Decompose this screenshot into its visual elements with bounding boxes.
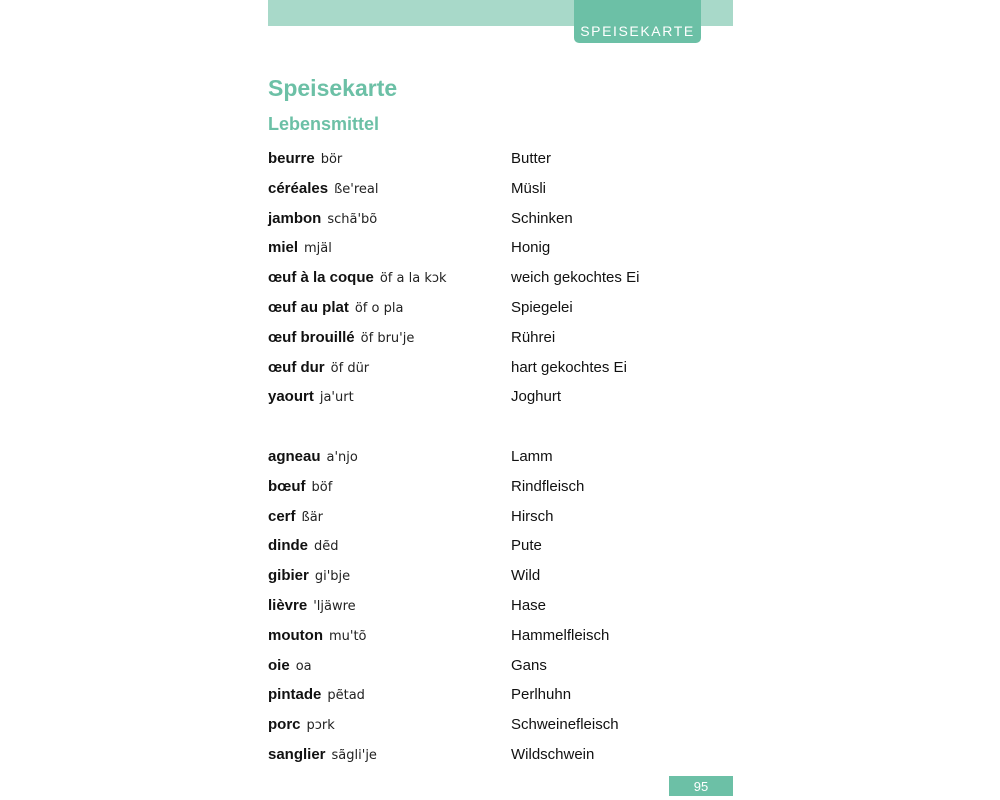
german-translation: Butter [511, 150, 552, 167]
french-word: œuf à la coque [268, 269, 374, 286]
page-number [669, 776, 733, 796]
section-title: Lebensmittel [268, 114, 380, 134]
french-word: œuf brouillé [268, 329, 355, 346]
pronunciation: sãgli'je [331, 748, 377, 763]
french-entry [268, 508, 323, 525]
pronunciation: bör [320, 152, 343, 167]
french-word: mouton [268, 627, 323, 644]
french-word: agneau [268, 448, 321, 465]
french-word: pintade [268, 686, 322, 703]
pronunciation: böf [311, 480, 333, 495]
pronunciation: dẽd [314, 539, 339, 554]
french-entry [268, 180, 378, 197]
french-word: jambon [268, 210, 322, 227]
german-translation: Wild [511, 567, 541, 584]
vocab-row [268, 329, 738, 351]
french-word: oie [268, 657, 290, 674]
french-word: gibier [268, 567, 309, 584]
vocab-row [268, 299, 738, 321]
french-word: cerf [268, 508, 296, 525]
vocab-row [268, 150, 738, 172]
german-translation: Honig [511, 239, 551, 256]
french-word: sanglier [268, 746, 326, 763]
pronunciation: öf bru'je [360, 331, 415, 346]
french-word: bœuf [268, 478, 306, 495]
french-word: beurre [268, 150, 315, 167]
vocab-row [268, 537, 738, 559]
german-translation: Hammelfleisch [511, 627, 610, 644]
german-translation: Müsli [511, 180, 547, 197]
pronunciation: öf dür [330, 361, 370, 376]
french-entry [268, 210, 377, 227]
french-word: céréales [268, 180, 329, 197]
french-entry [268, 150, 342, 167]
german-translation: Joghurt [511, 388, 562, 405]
german-translation: Spiegelei [511, 299, 573, 316]
section-tab [574, 0, 701, 43]
german-translation: hart gekochtes Ei [511, 359, 627, 376]
pronunciation: ßär [301, 510, 324, 525]
german-translation: Gans [511, 657, 547, 674]
french-entry [268, 448, 358, 465]
vocab-row [268, 210, 738, 232]
vocab-row [268, 508, 738, 530]
vocab-row [268, 269, 738, 291]
french-entry [268, 746, 377, 763]
pronunciation: ja'urt [319, 390, 354, 405]
german-translation: Schinken [511, 210, 573, 227]
french-word: porc [268, 716, 301, 733]
french-entry [268, 299, 403, 316]
vocab-row [268, 716, 738, 738]
french-word: œuf dur [268, 359, 325, 376]
german-translation: Rindfleisch [511, 478, 585, 495]
page-title: Speisekarte [268, 75, 398, 101]
pronunciation: mjäl [304, 241, 332, 256]
german-translation: weich gekochtes Ei [511, 269, 640, 286]
german-translation: Rührei [511, 329, 556, 346]
french-entry [268, 478, 332, 495]
page-number-label: 95 [693, 778, 709, 794]
french-word: miel [268, 239, 299, 256]
vocab-row [268, 657, 738, 679]
pronunciation: ße'real [334, 182, 379, 197]
pronunciation: mu'tõ [328, 629, 367, 644]
pronunciation: schã'bõ [327, 212, 378, 227]
french-entry [268, 537, 339, 554]
french-entry [268, 716, 335, 733]
vocab-row [268, 567, 738, 589]
pronunciation: a'njo [326, 450, 358, 465]
french-entry [268, 657, 312, 674]
vocab-row [268, 359, 738, 381]
french-entry [268, 359, 369, 376]
pronunciation: pɔrk [306, 718, 335, 733]
french-entry [268, 567, 350, 584]
french-entry [268, 329, 414, 346]
vocab-row [268, 478, 738, 500]
french-word: œuf au plat [268, 299, 349, 316]
vocab-row [268, 597, 738, 619]
french-entry [268, 597, 356, 614]
pronunciation: oa [295, 659, 312, 674]
french-entry [268, 239, 332, 256]
german-translation: Perlhuhn [511, 686, 572, 703]
vocab-row [268, 180, 738, 202]
french-entry [268, 686, 365, 703]
pronunciation: pẽtad [327, 688, 365, 703]
german-translation: Wildschwein [511, 746, 595, 763]
vocab-row [268, 627, 738, 649]
pronunciation: öf o pla [354, 301, 404, 316]
vocab-row [268, 746, 738, 768]
section-tab-label: SPEISEKARTE [580, 23, 695, 39]
german-translation: Lamm [511, 448, 553, 465]
vocab-row [268, 686, 738, 708]
german-translation: Hirsch [511, 508, 554, 525]
german-translation: Hase [511, 597, 547, 614]
french-entry [268, 627, 367, 644]
vocab-row [268, 239, 738, 261]
french-entry [268, 269, 447, 286]
german-translation: Schweinefleisch [511, 716, 619, 733]
vocab-row [268, 388, 738, 410]
pronunciation: 'ljäwre [313, 599, 356, 614]
pronunciation: gi'bje [314, 569, 351, 584]
pronunciation: öf a la kɔk [379, 271, 447, 286]
french-word: lièvre [268, 597, 308, 614]
french-word: dinde [268, 537, 308, 554]
vocab-row [268, 448, 738, 470]
french-word: yaourt [268, 388, 314, 405]
german-translation: Pute [511, 537, 542, 554]
french-entry [268, 388, 354, 405]
